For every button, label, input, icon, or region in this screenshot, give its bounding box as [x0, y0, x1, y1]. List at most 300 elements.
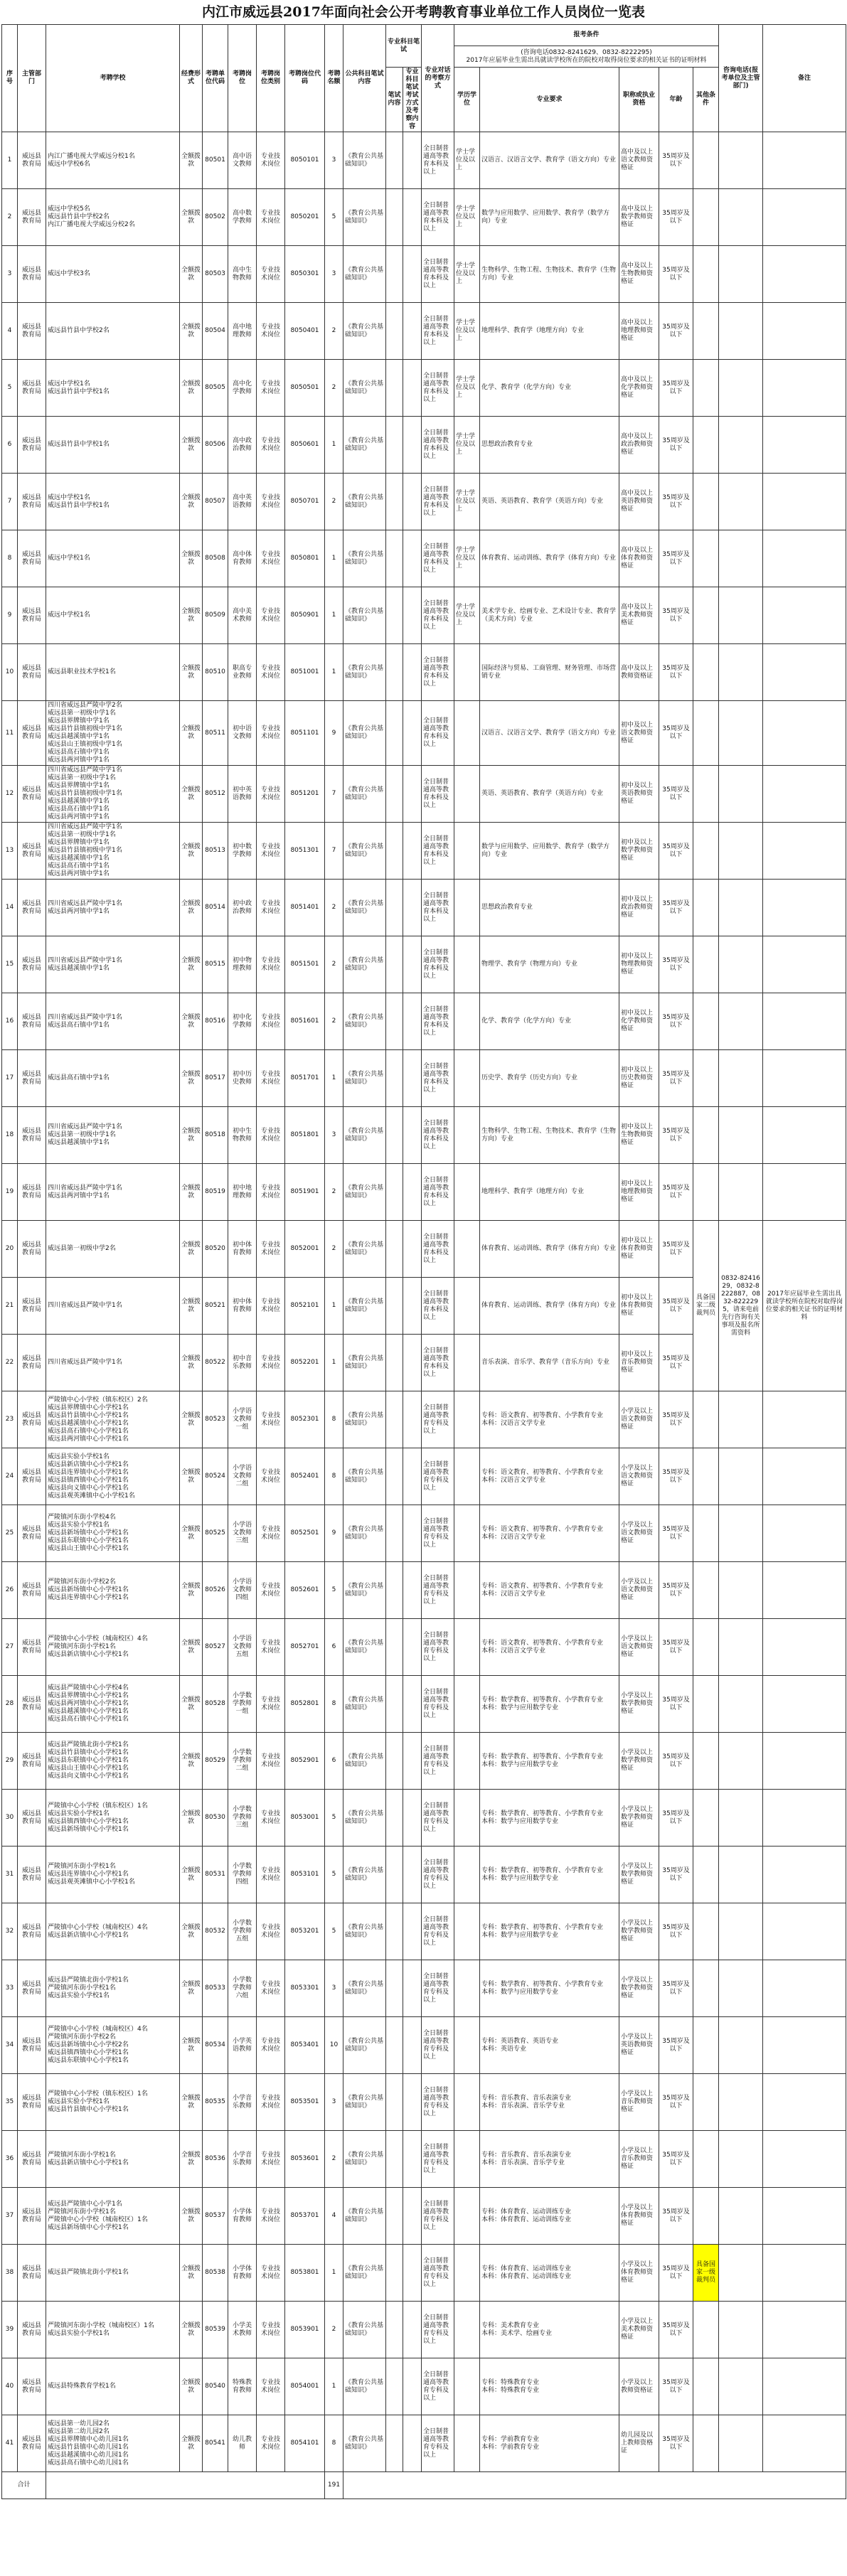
row-post-type: 专业技术岗位 [257, 132, 285, 189]
row-phone [719, 880, 763, 936]
row-fund: 全额拨款 [180, 1050, 203, 1107]
row-age: 35周岁及以下 [659, 132, 693, 189]
row-post-type: 专业技术岗位 [257, 1903, 285, 1960]
row-age: 35周岁及以下 [659, 1562, 693, 1619]
row-prof-mode [403, 1391, 422, 1448]
row-dept: 威远县教育局 [18, 936, 46, 993]
row-post-type: 专业技术岗位 [257, 1676, 285, 1733]
row-degree [454, 1676, 480, 1733]
row-phone [719, 1960, 763, 2017]
row-seq: 23 [2, 1391, 18, 1448]
row-remark [763, 587, 846, 644]
row-dept: 威远县教育局 [18, 1448, 46, 1505]
header-age: 年龄 [659, 68, 693, 132]
row-post-type: 专业技术岗位 [257, 2188, 285, 2245]
row-exam: 《教育公共基础知识》 [343, 1733, 386, 1790]
row-cert: 高中及以上英语教师资格证 [619, 474, 659, 530]
table-row [2, 2358, 846, 2415]
row-post-type: 专业技术岗位 [257, 644, 285, 701]
row-exam: 《教育公共基础知识》 [343, 2188, 386, 2245]
row-code: 80533 [203, 1960, 228, 2017]
row-post: 小学数学教师五组 [228, 1903, 257, 1960]
row-fund: 全额拨款 [180, 1278, 203, 1335]
row-prof-content [386, 1960, 403, 2017]
row-count: 2 [325, 360, 343, 417]
row-prof-mode [403, 587, 422, 644]
row-other [693, 2074, 719, 2131]
row-fund: 全额拨款 [180, 189, 203, 246]
row-fund: 全额拨款 [180, 2302, 203, 2358]
row-units: 威远中学校5名 威远县竹县中学校2名 内江广播电视大学威远分校2名 [46, 189, 180, 246]
row-post: 高中数学教师 [228, 189, 257, 246]
row-other [693, 132, 719, 189]
row-count: 1 [325, 2245, 343, 2302]
row-exam: 《教育公共基础知识》 [343, 189, 386, 246]
header-prof-group: 专业科目笔试 [386, 25, 422, 68]
row-code: 80529 [203, 1733, 228, 1790]
row-post: 职高专业教师 [228, 644, 257, 701]
row-cert: 初中及以上物理教师资格证 [619, 936, 659, 993]
row-cert: 高中及以上生物教师资格证 [619, 246, 659, 303]
row-fund: 全额拨款 [180, 1960, 203, 2017]
row-age: 35周岁及以下 [659, 1505, 693, 1562]
row-code: 80538 [203, 2245, 228, 2302]
row-post-type: 专业技术岗位 [257, 417, 285, 474]
header-count: 考聘名额 [325, 25, 343, 132]
row-units: 严陵镇中心小学校（城南校区）4名 严陵镇河东街小学校1名 威远县新店镇中心小学校1名 [46, 1619, 180, 1676]
table-body [2, 132, 846, 2472]
row-post: 小学数学教师三组 [228, 1790, 257, 1847]
row-remark [763, 2302, 846, 2358]
row-fund: 全额拨款 [180, 1335, 203, 1391]
row-prof-mode [403, 1790, 422, 1847]
row-prof-content [386, 936, 403, 993]
row-post-code: 8053701 [285, 2188, 325, 2245]
row-dept: 威远县教育局 [18, 1733, 46, 1790]
row-exam: 《教育公共基础知识》 [343, 880, 386, 936]
row-code: 80536 [203, 2131, 228, 2188]
row-edu: 全日制普通高等教育专科及以上 [422, 2358, 454, 2415]
row-age: 35周岁及以下 [659, 1847, 693, 1903]
row-edu: 全日制普通高等教育本科及以上 [422, 993, 454, 1050]
row-phone [719, 1790, 763, 1847]
row-post-type: 专业技术岗位 [257, 1733, 285, 1790]
row-code: 80507 [203, 474, 228, 530]
row-seq: 20 [2, 1221, 18, 1278]
row-edu: 全日制普通高等教育专科及以上 [422, 2131, 454, 2188]
row-post-type: 专业技术岗位 [257, 766, 285, 823]
row-count: 5 [325, 1790, 343, 1847]
row-prof-content [386, 587, 403, 644]
row-dept: 威远县教育局 [18, 1790, 46, 1847]
row-remark [763, 1733, 846, 1790]
row-post: 小学语文教师四组 [228, 1562, 257, 1619]
row-prof-mode [403, 530, 422, 587]
row-remark [763, 303, 846, 360]
row-degree [454, 1335, 480, 1391]
row-degree [454, 1505, 480, 1562]
row-age: 35周岁及以下 [659, 2245, 693, 2302]
row-phone [719, 766, 763, 823]
row-major: 化学、教育学（化学方向）专业 [480, 360, 619, 417]
row-post-code: 8053801 [285, 2245, 325, 2302]
row-other [693, 417, 719, 474]
row-prof-content [386, 132, 403, 189]
row-age: 35周岁及以下 [659, 2074, 693, 2131]
row-seq: 18 [2, 1107, 18, 1164]
row-count: 1 [325, 530, 343, 587]
row-post: 高中化学教师 [228, 360, 257, 417]
row-phone [719, 1505, 763, 1562]
row-other [693, 246, 719, 303]
row-prof-mode [403, 2188, 422, 2245]
row-dept: 威远县教育局 [18, 1050, 46, 1107]
row-prof-mode [403, 1221, 422, 1278]
row-other [693, 1733, 719, 1790]
row-exam: 《教育公共基础知识》 [343, 2302, 386, 2358]
row-fund: 全额拨款 [180, 1164, 203, 1221]
row-prof-content [386, 1903, 403, 1960]
row-dept: 威远县教育局 [18, 417, 46, 474]
row-age: 35周岁及以下 [659, 530, 693, 587]
row-prof-content [386, 1676, 403, 1733]
row-degree [454, 1278, 480, 1335]
row-remark [763, 1391, 846, 1448]
row-units: 严陵镇河东街小学校1名 威远县连界镇中心小学校1名 威远县观英滩镇中心小学校1名 [46, 1847, 180, 1903]
row-seq: 2 [2, 189, 18, 246]
row-cert: 幼儿园及以上教师资格证 [619, 2415, 659, 2472]
row-units: 严陵镇河东街小学校4名 威远县实验小学校1名 威远县新场镇中心小学校1名 威远县东联镇中心小学校1名 威远县山王镇中心小学校1名 [46, 1505, 180, 1562]
row-fund: 全额拨款 [180, 823, 203, 880]
row-prof-mode [403, 2074, 422, 2131]
row-count: 8 [325, 1448, 343, 1505]
row-count: 7 [325, 766, 343, 823]
row-age: 35周岁及以下 [659, 1221, 693, 1278]
row-phone [719, 644, 763, 701]
row-units: 严陵镇中心小学校（镇东校区）1名 威远县实验小学校1名 威远县竹县镇中心小学校1名 [46, 2074, 180, 2131]
row-code: 80504 [203, 303, 228, 360]
row-post-type: 专业技术岗位 [257, 1505, 285, 1562]
row-post-type: 专业技术岗位 [257, 2074, 285, 2131]
row-post-type: 专业技术岗位 [257, 993, 285, 1050]
row-units: 四川省威远县严陵中学1名 威远县高石镇中学1名 [46, 993, 180, 1050]
row-edu: 全日制普通高等教育本科及以上 [422, 417, 454, 474]
row-major: 专科：体育教育、运动训练专业 本科：体育教育、运动训练专业 [480, 2245, 619, 2302]
row-post: 特殊教育教师 [228, 2358, 257, 2415]
row-post-code: 8050601 [285, 417, 325, 474]
row-exam: 《教育公共基础知识》 [343, 2245, 386, 2302]
row-exam: 《教育公共基础知识》 [343, 2415, 386, 2472]
row-dept: 威远县教育局 [18, 1505, 46, 1562]
row-seq: 40 [2, 2358, 18, 2415]
row-exam: 《教育公共基础知识》 [343, 474, 386, 530]
row-age: 35周岁及以下 [659, 417, 693, 474]
row-seq: 28 [2, 1676, 18, 1733]
row-cert: 小学及以上美术教师资格证 [619, 2302, 659, 2358]
row-major: 专科：数学教育、初等教育、小学教育专业 本科：数学与应用数学专业 [480, 1847, 619, 1903]
row-prof-mode [403, 1960, 422, 2017]
row-prof-mode [403, 474, 422, 530]
header-cert: 职称或执业资格 [619, 68, 659, 132]
row-cert: 高中及以上化学教师资格证 [619, 360, 659, 417]
row-seq: 29 [2, 1733, 18, 1790]
row-count: 6 [325, 1619, 343, 1676]
row-post-type: 专业技术岗位 [257, 1391, 285, 1448]
row-remark-merged: 2017年应届毕业生需出具就读学校所在院校对取得岗位要求的相关证书的证明材料 [763, 1221, 846, 1391]
row-exam: 《教育公共基础知识》 [343, 1050, 386, 1107]
row-post-code: 8051401 [285, 880, 325, 936]
row-remark [763, 1847, 846, 1903]
row-edu: 全日制普通高等教育专科及以上 [422, 1790, 454, 1847]
row-prof-content [386, 993, 403, 1050]
row-prof-content [386, 823, 403, 880]
row-edu: 全日制普通高等教育专科及以上 [422, 1562, 454, 1619]
row-edu: 全日制普通高等教育本科及以上 [422, 360, 454, 417]
row-post-code: 8052001 [285, 1221, 325, 1278]
row-fund: 全额拨款 [180, 530, 203, 587]
row-remark [763, 1562, 846, 1619]
row-post-type: 专业技术岗位 [257, 246, 285, 303]
row-cert: 小学及以上语文教师资格证 [619, 1448, 659, 1505]
row-major: 专科：数学教育、初等教育、小学教育专业 本科：数学与应用数学专业 [480, 1676, 619, 1733]
row-code: 80502 [203, 189, 228, 246]
row-other [693, 644, 719, 701]
row-fund: 全额拨款 [180, 2074, 203, 2131]
row-phone [719, 360, 763, 417]
row-remark [763, 2188, 846, 2245]
row-post-type: 专业技术岗位 [257, 1164, 285, 1221]
row-prof-content [386, 1448, 403, 1505]
row-phone [719, 132, 763, 189]
row-edu: 全日制普通高等教育专科及以上 [422, 2188, 454, 2245]
row-code: 80528 [203, 1676, 228, 1733]
row-prof-content [386, 1562, 403, 1619]
row-cert: 小学及以上数学教师资格证 [619, 1903, 659, 1960]
row-post-type: 专业技术岗位 [257, 1107, 285, 1164]
row-other [693, 2188, 719, 2245]
row-age: 35周岁及以下 [659, 644, 693, 701]
row-cert: 初中及以上音乐教师资格证 [619, 1335, 659, 1391]
row-remark [763, 766, 846, 823]
row-remark [763, 2245, 846, 2302]
row-post-type: 专业技术岗位 [257, 2017, 285, 2074]
row-code: 80523 [203, 1391, 228, 1448]
table-row [2, 1107, 846, 1164]
row-dept: 威远县教育局 [18, 1903, 46, 1960]
row-degree [454, 701, 480, 766]
row-degree [454, 2302, 480, 2358]
row-major: 历史学、教育学（历史方向）专业 [480, 1050, 619, 1107]
row-other-merged: 具备国家二级裁判员 [693, 1221, 719, 1391]
page-title: 内江市威远县2017年面向社会公开考聘教育事业单位工作人员岗位一览表 [202, 4, 645, 20]
row-code: 80531 [203, 1847, 228, 1903]
row-post-code: 8052601 [285, 1562, 325, 1619]
table-row [2, 993, 846, 1050]
row-cert: 小学及以上体育教师资格证 [619, 2245, 659, 2302]
row-post-type: 专业技术岗位 [257, 1790, 285, 1847]
row-post-type: 专业技术岗位 [257, 1050, 285, 1107]
row-dept: 威远县教育局 [18, 1619, 46, 1676]
table-row [2, 2245, 846, 2302]
row-phone [719, 2302, 763, 2358]
row-edu: 全日制普通高等教育本科及以上 [422, 189, 454, 246]
table-row [2, 936, 846, 993]
table-row [2, 1619, 846, 1676]
row-post: 初中化学教师 [228, 993, 257, 1050]
table-row [2, 132, 846, 189]
row-post-type: 专业技术岗位 [257, 1278, 285, 1335]
row-fund: 全额拨款 [180, 2188, 203, 2245]
row-cert: 小学及以上语文教师资格证 [619, 1619, 659, 1676]
row-other [693, 2415, 719, 2472]
row-age: 35周岁及以下 [659, 2415, 693, 2472]
row-degree [454, 766, 480, 823]
row-exam: 《教育公共基础知识》 [343, 417, 386, 474]
row-post-type: 专业技术岗位 [257, 1221, 285, 1278]
row-major: 汉语言、汉语言文学、教育学（语文方向）专业 [480, 132, 619, 189]
row-edu: 全日制普通高等教育本科及以上 [422, 1335, 454, 1391]
row-seq: 30 [2, 1790, 18, 1847]
row-cert: 小学及以上数学教师资格证 [619, 1733, 659, 1790]
row-age: 35周岁及以下 [659, 2017, 693, 2074]
table-row [2, 189, 846, 246]
row-fund: 全额拨款 [180, 880, 203, 936]
row-post: 小学音乐教师 [228, 2131, 257, 2188]
row-count: 3 [325, 132, 343, 189]
row-edu: 全日制普通高等教育本科及以上 [422, 644, 454, 701]
row-units: 严陵镇中心小学校（城南校区）4名 威远县新店镇中心小学校1名 [46, 1903, 180, 1960]
row-other [693, 766, 719, 823]
row-age: 35周岁及以下 [659, 474, 693, 530]
row-prof-mode [403, 1733, 422, 1790]
row-code: 80540 [203, 2358, 228, 2415]
row-age: 35周岁及以下 [659, 303, 693, 360]
row-seq: 7 [2, 474, 18, 530]
row-major: 数学与应用数学、应用数学、教育学（数学方向）专业 [480, 189, 619, 246]
row-degree [454, 1619, 480, 1676]
row-code: 80527 [203, 1619, 228, 1676]
row-post-type: 专业技术岗位 [257, 823, 285, 880]
row-edu: 全日制普通高等教育本科及以上 [422, 701, 454, 766]
row-post: 初中英语教师 [228, 766, 257, 823]
row-code: 80519 [203, 1164, 228, 1221]
row-code: 80506 [203, 417, 228, 474]
row-edu: 全日制普通高等教育专科及以上 [422, 2245, 454, 2302]
row-seq: 24 [2, 1448, 18, 1505]
row-count: 9 [325, 701, 343, 766]
row-phone [719, 993, 763, 1050]
row-prof-mode [403, 766, 422, 823]
row-degree [454, 2017, 480, 2074]
row-code: 80520 [203, 1221, 228, 1278]
row-units: 严陵镇河东街小学校2名 威远县新场镇中心小学校1名 威远县连界镇中心小学校1名 [46, 1562, 180, 1619]
row-post-code: 8052401 [285, 1448, 325, 1505]
header-dept: 主管部门 [18, 25, 46, 132]
row-fund: 全额拨款 [180, 1733, 203, 1790]
row-age: 35周岁及以下 [659, 1960, 693, 2017]
row-age: 35周岁及以下 [659, 2131, 693, 2188]
row-phone [719, 587, 763, 644]
row-cert: 初中及以上语文教师资格证 [619, 701, 659, 766]
row-post: 小学音乐教师 [228, 2074, 257, 2131]
row-post-code: 8052801 [285, 1676, 325, 1733]
row-degree: 学士学位及以上 [454, 132, 480, 189]
row-phone [719, 701, 763, 766]
row-seq: 15 [2, 936, 18, 993]
header-edu: 学历学位 [454, 68, 480, 132]
header-other: 其他条件 [693, 68, 719, 132]
table-row [2, 644, 846, 701]
table-row [2, 303, 846, 360]
row-exam: 《教育公共基础知识》 [343, 701, 386, 766]
row-exam: 《教育公共基础知识》 [343, 1847, 386, 1903]
row-code: 80516 [203, 993, 228, 1050]
table-row [2, 1050, 846, 1107]
row-seq: 6 [2, 417, 18, 474]
row-edu: 全日制普通高等教育本科及以上 [422, 880, 454, 936]
row-dept: 威远县教育局 [18, 189, 46, 246]
row-dept: 威远县教育局 [18, 880, 46, 936]
row-units: 威远县竹县中学校1名 [46, 417, 180, 474]
row-units: 严陵镇中心小学校（镇东校区）1名 威远县实验小学校1名 威远县镇西镇中心小学校1名 威远县新场镇中心小学校1名 [46, 1790, 180, 1847]
row-prof-content [386, 2245, 403, 2302]
row-other [693, 1619, 719, 1676]
row-edu: 全日制普通高等教育专科及以上 [422, 2302, 454, 2358]
row-count: 5 [325, 1903, 343, 1960]
row-dept: 威远县教育局 [18, 2415, 46, 2472]
row-post-code: 8052101 [285, 1278, 325, 1335]
row-phone [719, 936, 763, 993]
row-degree [454, 2358, 480, 2415]
row-exam: 《教育公共基础知识》 [343, 1790, 386, 1847]
row-prof-content [386, 1164, 403, 1221]
row-other [693, 1107, 719, 1164]
row-post-code: 8054101 [285, 2415, 325, 2472]
row-prof-content [386, 1619, 403, 1676]
row-post-code: 8052501 [285, 1505, 325, 1562]
row-prof-mode [403, 2358, 422, 2415]
row-units: 威远中学校3名 [46, 246, 180, 303]
row-degree [454, 993, 480, 1050]
row-exam: 《教育公共基础知识》 [343, 132, 386, 189]
row-other [693, 1391, 719, 1448]
header-cond-note1: (咨询电话0832-8241629、0832-8222295) [521, 48, 652, 56]
row-degree [454, 1391, 480, 1448]
row-fund: 全额拨款 [180, 587, 203, 644]
row-units: 威远中学校1名 [46, 530, 180, 587]
table-row [2, 2302, 846, 2358]
row-major: 国际经济与贸易、工商管理、财务管理、市场营销专业 [480, 644, 619, 701]
row-exam: 《教育公共基础知识》 [343, 1164, 386, 1221]
header-post-type: 考聘岗位类别 [257, 25, 285, 132]
row-post-type: 专业技术岗位 [257, 474, 285, 530]
row-remark [763, 246, 846, 303]
row-prof-content [386, 880, 403, 936]
row-cert: 小学及以上数学教师资格证 [619, 1960, 659, 2017]
row-count: 3 [325, 1107, 343, 1164]
row-edu: 全日制普通高等教育本科及以上 [422, 303, 454, 360]
row-count: 4 [325, 2188, 343, 2245]
row-major: 专科：体育教育、运动训练专业 本科：体育教育、运动训练专业 [480, 2188, 619, 2245]
row-fund: 全额拨款 [180, 936, 203, 993]
row-post-type: 专业技术岗位 [257, 303, 285, 360]
row-age: 35周岁及以下 [659, 587, 693, 644]
row-post: 高中生物教师 [228, 246, 257, 303]
row-fund: 全额拨款 [180, 1847, 203, 1903]
row-other [693, 189, 719, 246]
row-prof-mode [403, 1619, 422, 1676]
table-row [2, 587, 846, 644]
